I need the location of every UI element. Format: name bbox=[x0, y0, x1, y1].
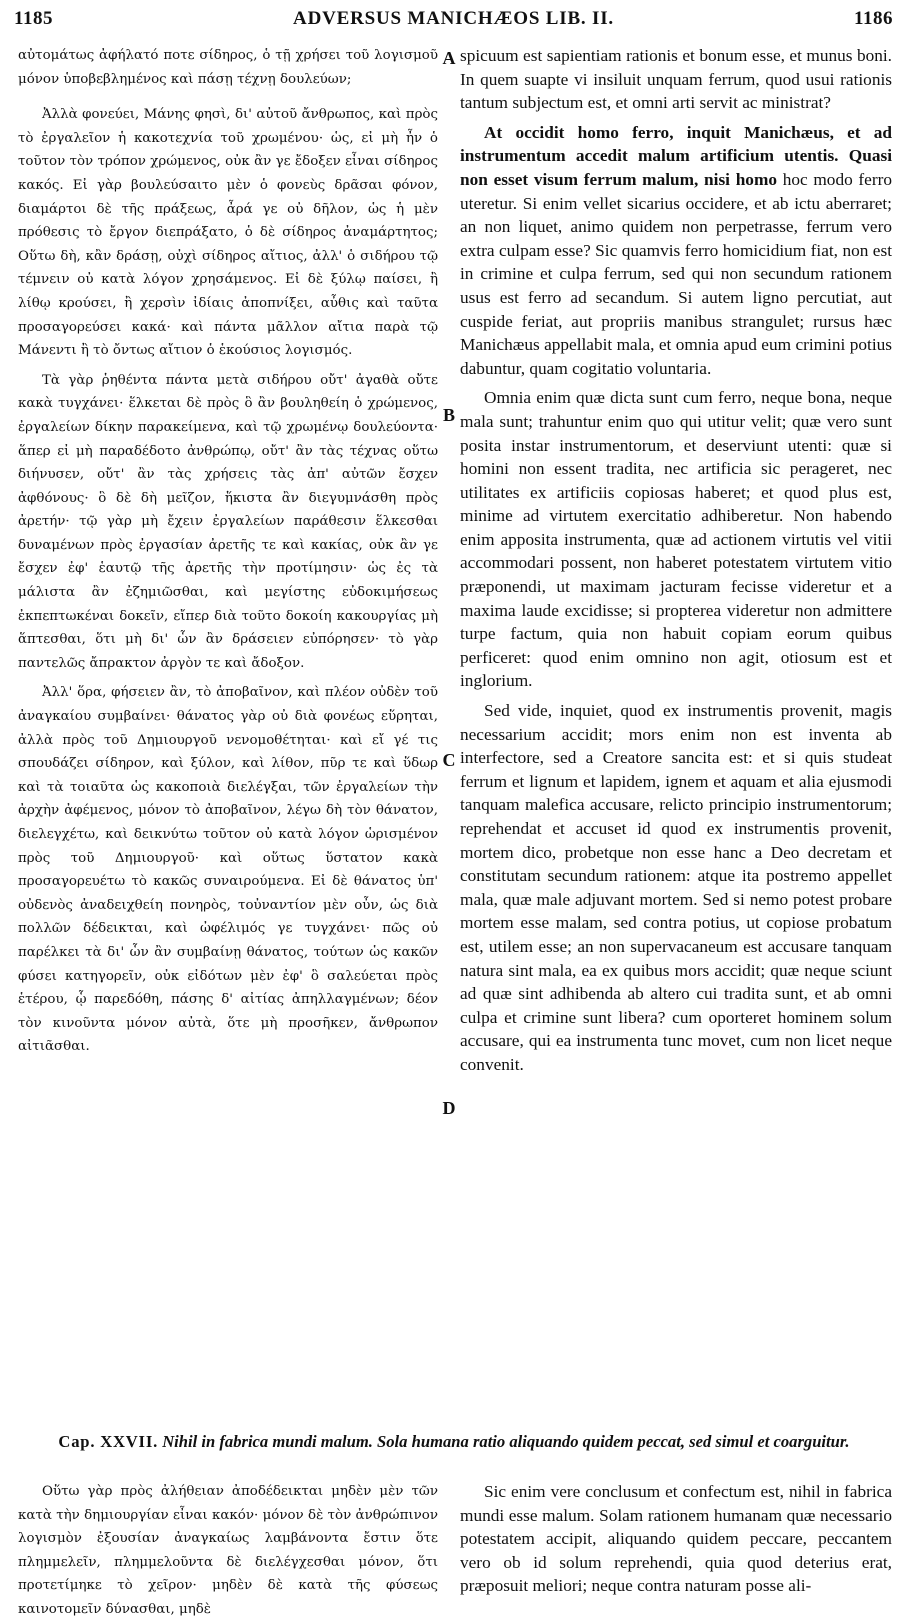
running-head bbox=[14, 8, 893, 32]
latin-paragraph: Sed vide, inquiet, quod ex instrumentis provenit, magis necessarium accidit; mors enim non est inventa ab interfectore, sed a Creatore sancita est: et si quis studeat ferrum et lignum et lapidem, ignem et aquam et alia ejusmodi tanquam malefica accusare, relicto principio instrumentorum; reprehendat et accuset id quod ex instrumentis provenit, mortem dico, probetque non esse hanc a Deo decretam et constitutam secundum rationem: atque ita postremo appellet mala, quæ male adjuvant mortem. Sed si nemo potest probare mortem esse malam, sed contra potius, ut copiose probatum est, utilem esse; an non supervacaneum est accusare tanquam natura sint mala, ea ex quibus mors accidit; quæ neque sciunt ad quæ sint adhibenda ab altero cui tradita sunt, et ab omni culpa et crimine sunt libera? cum oporteret hominem solum accusare, qui ea instrumenta tunc movet, cum non licet neque convenit. bbox=[460, 701, 892, 1074]
running-title: ADVERSUS MANICHÆOS LIB. II. bbox=[293, 8, 614, 29]
latin-paragraph: spicuum est sapientiam rationis et bonum esse, et munus boni. In quem suapte vi insiluit unquam ferrum, quod usui rationis tantum subjectum est, et omni arti servit ac ministrat? bbox=[460, 46, 892, 113]
chapter-heading bbox=[16, 1432, 892, 1452]
greek-column-bottom bbox=[18, 1480, 438, 1622]
greek-paragraph: Οὕτω γὰρ πρὸς ἀλήθειαν ἀποδέδεικται μηδὲν μὲν τῶν κατὰ τὴν δημιουργίαν εἶναι κακόν· μόνον δὲ τὸν ἀνθρώπινον λογισμὸν ἐξουσίαν ἀναγκαίως λαμβάνοντα ἔστιν ὅτε πλημμελεῖν, πλημμελοῦντα δὲ διελέγχεσθαι μόνον, ὅτι προτετίμηκε τὸ χεῖρον· μηδὲν δὲ κατὰ τῆς φύσεως καινοτομεῖν δύνασθαι, μηδὲ bbox=[18, 1484, 438, 1617]
latin-bold-phrase: At occidit homo ferro, inquit Manichæus, et ad instrumentum accedit malum artificium utentis. Quasi non esset visum ferrum malum, nisi homo bbox=[460, 122, 892, 189]
margin-letter-c: C bbox=[442, 750, 456, 770]
latin-column-top bbox=[460, 44, 892, 1077]
latin-paragraph bbox=[460, 121, 892, 381]
latin-column-bottom bbox=[460, 1480, 892, 1598]
margin-letter-b: B bbox=[442, 405, 455, 425]
greek-paragraph: αὐτομάτως ἀφήλατό ποτε σίδηρος, ὁ τῇ χρήσει τοῦ λογισμοῦ μόνον ὑποβεβλημένος καὶ πάσῃ τέχνῃ δουλεύων; bbox=[18, 48, 438, 87]
latin-paragraph: Sic enim vere conclusum et confectum est, nihil in fabrica mundi esse malum. Solam rationem humanam quæ necessario potestatem accipit, aliquando quidem peccare, peccantem vero ob id solum reprehendi, quia quod deterius erat, præposuit meliori; neque contra naturam posse ali- bbox=[460, 1482, 892, 1596]
greek-column-top bbox=[18, 44, 438, 1059]
page-number-left: 1185 bbox=[14, 8, 53, 29]
margin-letter-d: D bbox=[442, 1098, 456, 1118]
chapter-number: Cap. XXVII. bbox=[58, 1432, 159, 1451]
greek-paragraph: Τὰ γὰρ ῥηθέντα πάντα μετὰ σιδήρου οὔτ' ἀγαθὰ οὔτε κακὰ τυγχάνει· ἕλκεται δὲ πρὸς ὃ ἂν βουληθείη ὁ χρώμενος, ἐργαλείων δίκην παρακείμενα, καὶ τῷ χρωμένῳ δουλεύοντα· ἅπερ εἰ μὴ παραδέδοτο ἀνθρώπῳ, οὔτ' ἂν τὰς τέχνας οὕτω διήνυσεν, οὔτ' ἂν τὰς χρήσεις τὰς ἀπ' αὐτῶν ἔσχεν ἀφθόνους· ὃ δὲ δὴ μεῖζον, ἥκιστα ἂν διεγυμνάσθη πρὸς ἀρετήν· τῷ γὰρ μὴ ἔχειν ἐργαλείων παράθεσιν ἕλκεσθαι δυναμένων πρὸς ἐργασίαν ἀρετῆς τε καὶ κακίας, οὐκ ἂν γε ἔσχεν ἐφ' ἑαυτῷ τῆς ἀρετῆς τὴν προτίμησιν· ὡς ἐς τὰ μάλιστα ἂν ἐζημιῶσθαι, καὶ μεγίστης εὐδοκιμήσεως ἐκπεπτωκέναι δοκεῖν, εἴπερ διὰ τοῦτο δοκοίη κακουργίας μὴ ἅπτεσθαι, ὅτι μὴ δι' ὧν ἂν δράσειεν εὐπόρησεν· τὸ γὰρ παντελῶς ἄπρακτον ἀργὸν τε καὶ ἄδοξον. bbox=[18, 372, 438, 671]
chapter-summary: Nihil in fabrica mundi malum. Sola humana ratio aliquando quidem peccat, sed simul et coarguitur. bbox=[162, 1432, 850, 1451]
greek-paragraph: Ἀλλὰ φονεύει, Μάνης φησὶ, δι' αὐτοῦ ἄνθρωπος, καὶ πρὸς τὸ ἐργαλεῖον ἡ κακοτεχνία τοῦ χρωμένου· ὡς, εἰ μὴ ἦν ὁ τοῦτον τὸν τρόπον χρώμενος, οὐκ ἂν γε ἔδοξεν εἶναι σίδηρος κακός. Εἰ γὰρ βουλεύσαιτο μὲν ὁ φονεὺς δρᾶσαι φόνον, διαμάρτοι δὲ τῆς πράξεως, ἆρά γε οὐ δῆλον, ὡς ἡ μὲν πρόθεσις τὸ ἔργον διεπράξατο, ὁ δὲ σίδηρος ἀναμάρτητος; Οὕτω δὴ, κἂν δράσῃ, οὐχὶ σίδηρος αἴτιος, ἀλλ' ὁ σιδήρου τῷ τέμνειν οὐ κατὰ λόγον χρησάμενος. Εἰ δὲ ξύλῳ παίσει, ἢ λίθῳ κρούσει, ἢ χερσὶν ἰδίαις ἀποπνίξει, αὖθις καὶ ταῦτα προσαγορεύσει κακά· καὶ πάντα μᾶλλον αἴτια παρὰ τῷ Μάνεντι ἢ τὸ ὄντως αἴτιον ὁ ἑκούσιος λογισμός. bbox=[18, 107, 438, 359]
latin-paragraph: Omnia enim quæ dicta sunt cum ferro, neque bona, neque mala sunt; trahuntur enim quo qui utitur velit; quæ vero sunt posita instar instrumentorum, et deserviunt utenti: quæ si homini non essent tradita, nec artificia sic perageret, nec utilitates ex artificiis copiosas haberet; et quod plus est, minime ad virtutem exercitatio adhiberetur. Non habendo enim apposita instrumenta, quæ ad actionem virtutis vel vitii accommodari possent, non haberet potestatem virtutem vitio præponendi, ut maximam jacturam fecisse videretur et a maxima laude excidisse; si propterea videretur non admittere turpe factum, quia non habuit copiam eorum quibus perficeret: quod enim omnino non agit, otiosum est et inglorium. bbox=[460, 388, 892, 691]
latin-text-run: hoc modo ferro uteretur. Si enim vellet sicarius occidere, et ab ictu aberraret; an non liquet, animo quidem non perpetrasse, ferrum vero extra culpam esse? Sic quamvis ferro homicidium fiat, non est in crimine et culpa ferrum, sed qui non secundum rationem usus est ferro ad secandum. Si autem ligno percutiat, aut cuspide feriat, aut propriis manibus strangulet; rursus hæc Manichæus appellabit mala, et omnia apud eum crimini potius dabuntur, quam cogitatio voluntaria. bbox=[460, 169, 893, 378]
margin-letter-a: A bbox=[442, 48, 456, 68]
greek-paragraph: Ἀλλ' ὅρα, φήσειεν ἂν, τὸ ἀποβαῖνον, καὶ πλέον οὐδὲν τοῦ ἀναγκαίου συμβαίνει· θάνατος γὰρ οὐ διὰ φονέως εὕρηται, ἀλλὰ πρὸς τοῦ Δημιουργοῦ νενομοθέτηται· καὶ εἴ γέ τις σπουδάζει σίδηρον, καὶ ξύλον, καὶ λίθον, πῦρ τε καὶ ὕδωρ καὶ τὰ τοιαῦτα ὡς κακοποιὰ διελέγξαι, τῶν ἐργαλείων τὴν ἀρχὴν ἀφέμενος, μόνον τὸ ἀποβαῖνον, λέγω δὴ τὸν θάνατον, διελεγχέτω, καὶ δεικνύτω τοῦτον οὐ κατὰ λόγον ὡρισμένον πρὸς τοῦ Δημιουργοῦ· καὶ οὕτως ὕστατον κακὰ προσαγορευέτω τὸ κακῶς συναιρούμενα. Εἰ δὲ θάνατος ὑπ' οὐδενὸς ἀναδειχθείη πονηρὸς, τοὐναντίον μὲν οὖν, ὡς διὰ πολλῶν δέδεικται, καὶ ὠφέλιμός γε τυγχάνει· πῶς οὐ παρέλκει τὰ δι' ὧν ἂν συμβαίνῃ θάνατος, τούτων ὡς κακῶν φύσει κατηγορεῖν, οὐκ εἰδότων μὲν ἐφ' ὃ σαλεύεται πρὸς ἑτέρου, ᾧ παρεδόθη, πάσης δ' αἰτίας ἀπηλλαγμένων; δέον τὸν κινοῦντα μόνον αὐτὰ, ὅτε μὴ προσῆκεν, ἄνθρωπον αἰτιᾶσθαι. bbox=[18, 685, 438, 1055]
page-number-right: 1186 bbox=[854, 8, 893, 29]
